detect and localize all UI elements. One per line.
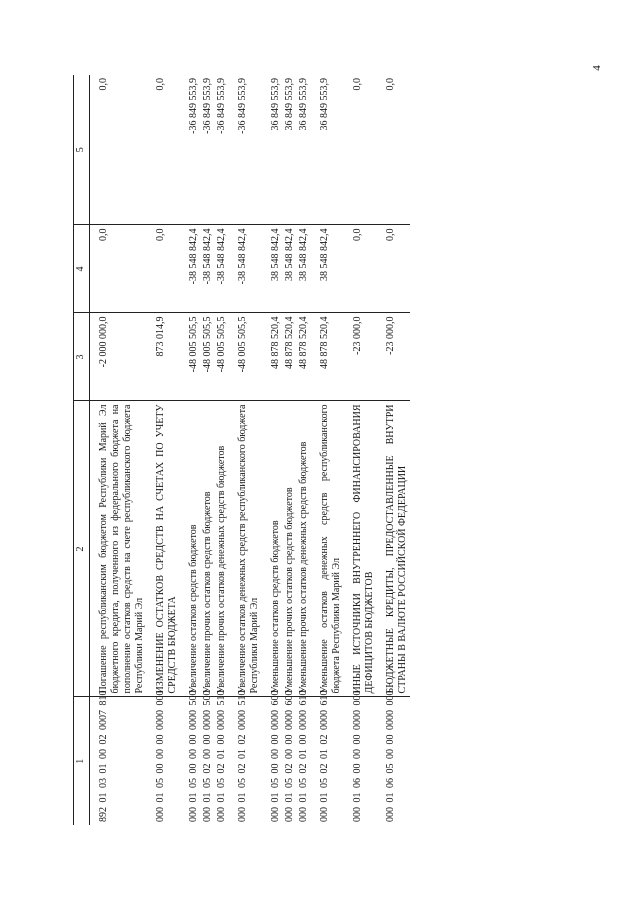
row-code: 000 01 05 02 00 00 0000 600 [284,690,295,822]
row-value-col3: -23 000,0 [344,313,377,401]
row-value-col3: 873 014,9 [147,313,180,401]
row-name: Увеличение прочих остатков средств бюджетов [201,401,215,697]
header-col-1: 1 [74,697,90,825]
table-row [90,75,148,825]
table-row [377,75,410,825]
row-value-col4: 38 548 842,4 [311,225,344,313]
table-row [180,75,201,825]
row-name: Погашение республиканским бюджетом Республики Марий Эл бюджетного кредита, полученного из федерального бюджета на пополнение остатков средств на счете республиканского бюджета Республики Марий Эл [90,401,148,697]
table-row [283,75,297,825]
row-name: Увеличение остатков денежных средств республиканского бюджета Республики Марий Эл [229,401,262,697]
row-code: 000 01 05 02 01 00 0000 510 [216,690,227,822]
row-value-col3: -48 005 505,5 [201,313,215,401]
row-value-col4: -38 548 842,4 [201,225,215,313]
row-name: Увеличение остатков средств бюджетов [180,401,201,697]
row-value-col5: 0,0 [90,75,148,225]
budget-sources-table [73,75,410,825]
row-value-col5: 0,0 [344,75,377,225]
row-value-col4: 38 548 842,4 [297,225,311,313]
row-code: 000 01 05 00 00 00 0000 600 [270,690,281,822]
row-name: ИЗМЕНЕНИЕ ОСТАТКОВ СРЕДСТВ НА СЧЕТАХ ПО УЧЕТУ СРЕДСТВ БЮДЖЕТА [147,401,180,697]
header-col-5: 5 [74,75,90,225]
row-value-col5: 0,0 [377,75,410,225]
row-value-col3: -48 005 505,5 [229,313,262,401]
row-code: 892 01 03 01 00 02 0007 810 [98,690,109,822]
row-name: ИНЫЕ ИСТОЧНИКИ ВНУТРЕННЕГО ФИНАНСИРОВАНИЯ ДЕФИЦИТОВ БЮДЖЕТОВ [344,401,377,697]
row-value-col5: 36 849 553,9 [262,75,283,225]
row-value-col4: 0,0 [90,225,148,313]
table-header [74,75,90,825]
row-code: 000 01 06 00 00 00 0000 000 [352,690,363,822]
row-value-col3: 48 878 520,4 [297,313,311,401]
row-code: 000 01 06 05 00 00 0000 000 [385,690,396,822]
row-value-col3: -2 000 000,0 [90,313,148,401]
row-code: 000 01 05 00 00 00 0000 500 [188,690,199,822]
table-row [344,75,377,825]
row-code: 000 01 05 02 00 00 0000 500 [202,690,213,822]
row-name: БЮДЖЕТНЫЕ КРЕДИТЫ, ПРЕДОСТАВЛЕННЫЕ ВНУТРИ СТРАНЫ В ВАЛЮТЕ РОССИЙСКОЙ ФЕДЕРАЦИИ [377,401,410,697]
header-col-3: 3 [74,313,90,401]
row-value-col4: 0,0 [147,225,180,313]
header-col-2: 2 [74,401,90,697]
table-row [297,75,311,825]
rotated-table-sheet [73,75,639,825]
table-row [215,75,229,825]
row-value-col4: -38 548 842,4 [180,225,201,313]
table-row [147,75,180,825]
row-code: 000 01 05 00 00 00 0000 000 [155,690,166,822]
row-value-col5: -36 849 553,9 [229,75,262,225]
row-value-col4: 38 548 842,4 [262,225,283,313]
row-value-col5: 0,0 [147,75,180,225]
row-value-col4: 0,0 [377,225,410,313]
row-value-col5: 36 849 553,9 [297,75,311,225]
table-row [311,75,344,825]
table-row [201,75,215,825]
row-value-col5: -36 849 553,9 [215,75,229,225]
table-row [229,75,262,825]
row-code: 000 01 05 02 01 00 0000 610 [298,690,309,822]
header-col-4: 4 [74,225,90,313]
row-name: Уменьшение прочих остатков денежных средств бюджетов [297,401,311,697]
row-value-col3: 48 878 520,4 [311,313,344,401]
row-name: Увеличение прочих остатков денежных средств бюджетов [215,401,229,697]
table-body [90,75,411,825]
page-number: 4 [590,65,603,71]
row-value-col4: -38 548 842,4 [229,225,262,313]
row-value-col5: -36 849 553,9 [201,75,215,225]
table-row [262,75,283,825]
row-name: Уменьшение прочих остатков средств бюджетов [283,401,297,697]
row-code: 000 01 05 02 01 02 0000 610 [319,690,330,822]
row-value-col5: 36 849 553,9 [283,75,297,225]
row-value-col4: 38 548 842,4 [283,225,297,313]
row-value-col3: 48 878 520,4 [262,313,283,401]
row-value-col3: -23 000,0 [377,313,410,401]
row-value-col3: -48 005 505,5 [215,313,229,401]
row-name: Уменьшение остатков денежных средств республиканского бюджета Республики Марий Эл [311,401,344,697]
row-value-col5: 36 849 553,9 [311,75,344,225]
row-value-col3: 48 878 520,4 [283,313,297,401]
row-value-col4: 0,0 [344,225,377,313]
row-code: 000 01 05 02 01 02 0000 510 [237,690,248,822]
row-name: Уменьшение остатков средств бюджетов [262,401,283,697]
row-value-col5: -36 849 553,9 [180,75,201,225]
row-value-col4: -38 548 842,4 [215,225,229,313]
row-value-col3: -48 005 505,5 [180,313,201,401]
